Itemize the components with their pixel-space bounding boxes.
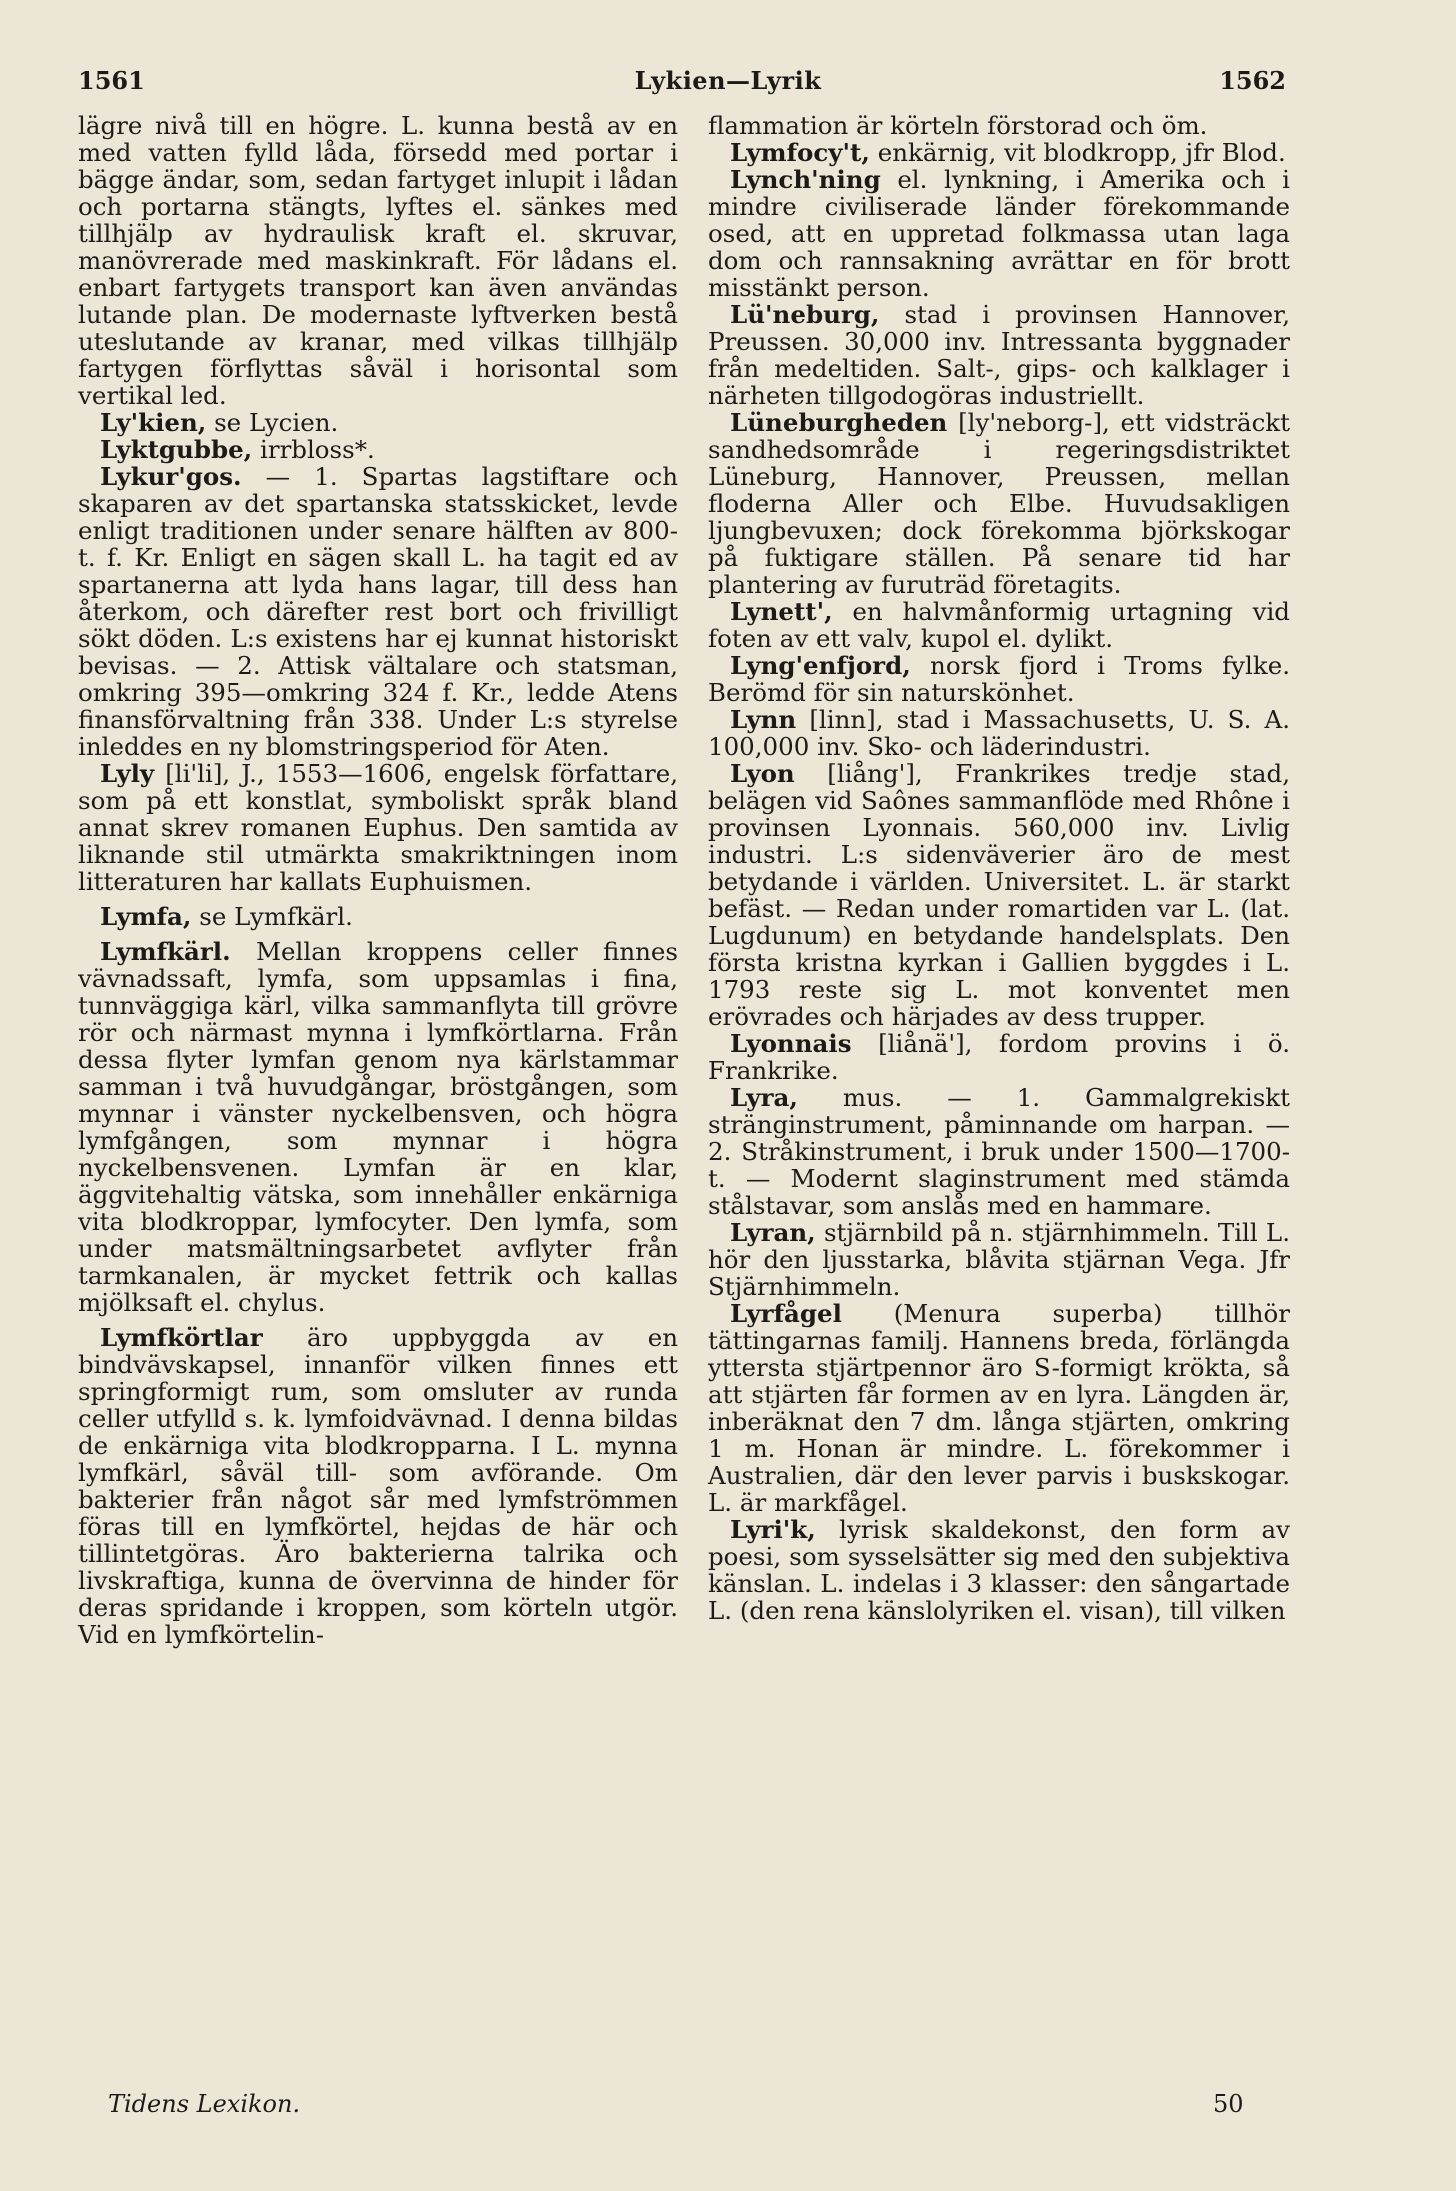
entry-luneburgheden (708, 409, 1290, 598)
entry-headword: Ly'kien, (100, 408, 207, 437)
entry-lyon (708, 760, 1290, 1030)
entry-lyly (78, 760, 678, 895)
entry-luneburg (708, 301, 1290, 409)
entry-text: se Lycien. (214, 408, 339, 437)
entry-lyktgubbe (78, 436, 678, 463)
entry-text: en halvmånformig urtagning vid foten av ett valv, kupol el. dylikt. (708, 597, 1290, 653)
entry-headword: Lyran, (730, 1218, 816, 1247)
entry-headword: Lymfocy't, (730, 138, 870, 167)
entry-lynett (708, 598, 1290, 652)
entry-lymfkortlar (78, 1324, 678, 1648)
entry-text: stad i provinsen Hannover, Preussen. 30,000 inv. Intressanta byggnader från medeltiden. Salt-, gips- och kalklager i närheten tillgodogöras industriellt. (708, 300, 1290, 410)
entry-lyra (708, 1084, 1290, 1219)
entry-headword: Lykur'gos. (100, 462, 242, 491)
page-footer (0, 2090, 1456, 2130)
entry-lykien (78, 409, 678, 436)
left-column (78, 112, 678, 1648)
entry-text: [linn], stad i Massachusetts, U. S. A. 100,000 inv. Sko- och läderindustri. (708, 705, 1290, 761)
entry-headword: Lü'neburg, (730, 300, 880, 329)
entry-headword: Lymfkörtlar (100, 1323, 263, 1352)
entry-text: [liånä'], fordom provins i ö. Frankrike. (708, 1029, 1290, 1085)
entry-text: [liång'], Frankrikes tredje stad, belägen vid Saônes sammanflöde med Rhône i provinsen Lyonnais. 560,000 inv. Livlig industri. L:s sidenväverier äro de mest betydande i världen. Universitet. L. är starkt befäst. — Redan under romartiden var L. (lat. Lugdunum) en betydande handelsplats. Den första kristna kyrkan i Gallien byggdes i L. 1793 reste sig L. mot konventet men erövrades och härjades av dess trupper. (708, 759, 1290, 1031)
entry-headword: Lyng'enfjord, (730, 651, 911, 680)
entry-text: irrbloss*. (260, 435, 375, 464)
page-header (0, 58, 1456, 98)
entry-text: el. lynkning, i Amerika och i mindre civiliserade länder förekommande osed, att en uppretad folkmassa utan laga dom och rannsakning avrättar en för brott misstänkt person. (708, 165, 1290, 302)
entry-text: lyrisk skaldekonst, den form av poesi, som sysselsätter sig med den subjektiva känslan. L. indelas i 3 klasser: den sångartade L. (den rena känslolyriken el. visan), till vilken (708, 1515, 1290, 1625)
entry-text: [li'li], J., 1553—1606, engelsk författare, som på ett konstlat, symboliskt språk bland annat skrev romanen Euphus. Den samtida av liknande stil utmärkta smakriktningen inom litteraturen har kallats Euphuismen. (78, 759, 678, 896)
entry-lyrfagel (708, 1300, 1290, 1516)
entry-continuation (708, 112, 1290, 139)
entry-headword: Lyly (100, 759, 155, 788)
entry-headword: Lyrfågel (730, 1299, 842, 1328)
entry-text: [ly'neborg-], ett vidsträckt sandhedsområde i regeringsdistriktet Lüneburg, Hannover, Preussen, mellan floderna Aller och Elbe. Huvudsakligen ljungbevuxen; dock förekomma björkskogar på fuktigare ställen. På senare tid har plantering av furuträd företagits. (708, 408, 1290, 599)
entry-headword: Lyonnais (730, 1029, 852, 1058)
entry-headword: Lyon (730, 759, 795, 788)
sheet-signature: 50 (1213, 2090, 1244, 2118)
entry-lyonnais (708, 1030, 1290, 1084)
entry-lyran (708, 1219, 1290, 1300)
entry-headword: Lynett', (730, 597, 833, 626)
entry-text: mus. — 1. Gammalgrekiskt stränginstrument, påminnande om harpan. — 2. Stråkinstrument, i bruk under 1500—1700-t. — Modernt slaginstrument med stämda stålstavar, som anslås med en hammare. (708, 1083, 1290, 1220)
entry-lyngenfjord (708, 652, 1290, 706)
entry-headword: Lymfa, (100, 902, 192, 931)
entry-lyrik (708, 1516, 1290, 1624)
entry-lymfkarl (78, 938, 678, 1316)
publication-title: Tidens Lexikon. (108, 2090, 301, 2118)
page-number-right: 1562 (1219, 66, 1286, 95)
right-column (708, 112, 1290, 1624)
entry-lykurgos (78, 463, 678, 760)
entry-headword: Lyktgubbe, (100, 435, 253, 464)
entry-text: se Lymfkärl. (199, 902, 353, 931)
entry-continuation (78, 112, 678, 409)
entry-lymfa (78, 903, 678, 930)
entry-text: Mellan kroppens celler finnes vävnadssaft, lymfa, som uppsamlas i fina, tunnväggiga kärl, vilka sammanflyta till grövre rör och närmast mynna i lymfkörtlarna. Från dessa flyter lymfan genom nya kärlstammar samman i två huvudgångar, bröstgången, som mynnar i vänster nyckelbensven, och högra lymfgången, som mynnar i högra nyckelbensvenen. Lymfan är en klar, äggvitehaltig vätska, som innehåller enkärniga vita blodkroppar, lymfocyter. Den lymfa, som under matsmältningsarbetet avflyter från tarmkanalen, är mycket fettrik och kallas mjölksaft el. chylus. (78, 937, 678, 1317)
entry-text: — 1. Spartas lagstiftare och skaparen av det spartanska statsskicket, levde enligt traditionen under senare hälften av 800-t. f. Kr. Enligt en sägen skall L. ha tagit ed av spartanerna att lyda hans lagar, till dess han återkom, och därefter rest bort och frivilligt sökt döden. L:s existens har ej kunnat historiskt bevisas. — 2. Attisk vältalare och statsman, omkring 395—omkring 324 f. Kr., ledde Atens finansförvaltning från 338. Under L:s styrelse inleddes en ny blomstringsperiod för Aten. (78, 462, 678, 761)
entry-text: flammation är körteln förstorad och öm. (708, 111, 1208, 140)
entry-headword: Lymfkärl. (100, 937, 231, 966)
entry-headword: Lyri'k, (730, 1515, 816, 1544)
entry-lynchning (708, 166, 1290, 301)
entry-headword: Lüneburgheden (730, 408, 948, 437)
entry-text: enkärnig, vit blodkropp, jfr Blod. (877, 138, 1286, 167)
entry-text: lägre nivå till en högre. L. kunna bestå av en med vatten fylld låda, försedd med portar i bägge ändar, som, sedan fartyget inlupit i lådan och portarna stängts, lyftes el. sänkes med tillhjälp av hydraulisk kraft el. skruvar, manövrerade med maskinkraft. För lådans el. enbart fartygets transport kan även användas lutande plan. De modernaste lyftverken bestå uteslutande av kranar, med vilkas tillhjälp fartygen förflyttas såväl i horisontal som vertikal led. (78, 111, 678, 410)
entry-text: norsk fjord i Troms fylke. Berömd för sin naturskönhet. (708, 651, 1290, 707)
entry-lynn (708, 706, 1290, 760)
entry-text: äro uppbyggda av en bindvävskapsel, innanför vilken finnes ett springformigt rum, som omsluter av runda celler utfylld s. k. lymfoidvävnad. I denna bildas de enkärniga vita blodkropparna. I L. mynna lymfkärl, såväl till- som avförande. Om bakterier från något sår med lymfströmmen föras till en lymfkörtel, hejdas de här och tillintetgöras. Äro bakterierna talrika och livskraftiga, kunna de övervinna de hinder för deras spridande i kroppen, som körteln utgör. Vid en lymfkörtelin- (78, 1323, 678, 1649)
entry-headword: Lynn (730, 705, 797, 734)
entry-headword: Lyra, (730, 1083, 798, 1112)
entry-lymfocyt (708, 139, 1290, 166)
running-head: Lykien—Lyrik (634, 66, 822, 95)
entry-text: (Menura superba) tillhör tättingarnas familj. Hannens breda, förlängda yttersta stjärtpennor äro S-formigt krökta, så att stjärten får formen av en lyra. Längden är, inberäknat den 7 dm. långa stjärten, omkring 1 m. Honan är mindre. L. förekommer i Australien, där den lever parvis i buskskogar. L. är markfågel. (708, 1299, 1290, 1517)
entry-text: stjärnbild på n. stjärnhimmeln. Till L. hör den ljusstarka, blåvita stjärnan Vega. Jfr Stjärnhimmeln. (708, 1218, 1290, 1301)
page-number-left: 1561 (78, 66, 145, 95)
entry-headword: Lynch'ning (730, 165, 881, 194)
